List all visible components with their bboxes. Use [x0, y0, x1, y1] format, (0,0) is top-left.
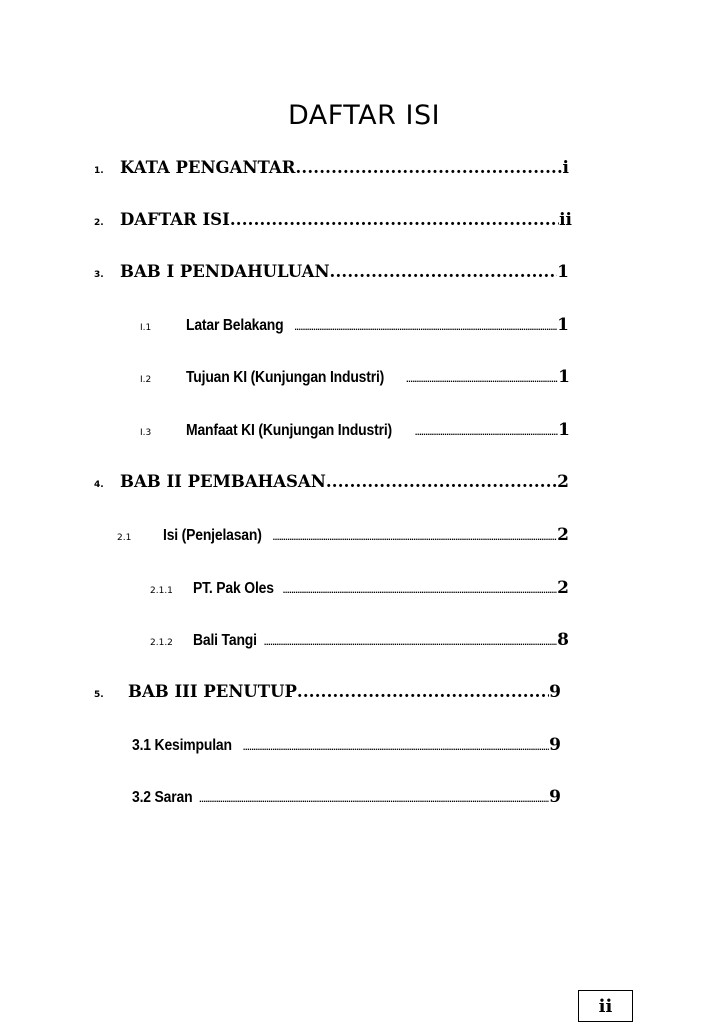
toc-entry-latar-belakang[interactable] — [140, 315, 569, 335]
toc-page: 9 — [549, 735, 561, 755]
toc-number: 3. — [94, 270, 104, 280]
toc-entry-saran[interactable] — [132, 787, 561, 807]
toc-label: DAFTAR ISI — [120, 210, 230, 229]
toc-number: I.1 — [140, 323, 152, 333]
toc-label: Manfaat KI (Kunjungan Industri) — [186, 422, 392, 439]
toc-number: I.3 — [140, 428, 152, 438]
toc-number: 2.1.1 — [150, 586, 173, 596]
toc-label: PT. Pak Oles — [193, 580, 274, 597]
toc-label: BAB II PEMBAHASAN — [120, 472, 326, 491]
toc-label: BAB III PENUTUP — [128, 682, 297, 701]
toc-leader — [406, 374, 558, 384]
toc-entry-kesimpulan[interactable] — [132, 735, 561, 755]
toc-number: 1. — [94, 166, 104, 176]
toc-entry-pt-pak-oles[interactable] — [150, 578, 569, 598]
toc-label: Isi (Penjelasan) — [163, 527, 262, 544]
toc-page: 2 — [557, 578, 569, 598]
toc-number: 5. — [94, 690, 104, 700]
toc-page: 9 — [549, 787, 561, 807]
toc-leader — [283, 585, 557, 595]
toc-leader — [415, 427, 558, 437]
toc-entry-bab-1[interactable] — [94, 262, 569, 282]
toc-page: i — [562, 158, 569, 178]
toc-page: ii — [559, 210, 572, 230]
toc-leader — [294, 322, 557, 332]
toc-number: 2.1 — [117, 533, 132, 543]
page-title: DAFTAR ISI — [287, 100, 441, 131]
page-number: ii — [598, 995, 613, 1017]
toc-number: 2.1.2 — [150, 638, 173, 648]
toc-entry-daftar-isi[interactable] — [94, 210, 572, 230]
toc-label: Latar Belakang — [186, 317, 284, 334]
toc-page: 1 — [558, 420, 570, 440]
toc-leader — [330, 262, 558, 281]
page-number-box — [578, 990, 633, 1022]
toc-entry-manfaat[interactable] — [140, 420, 570, 440]
toc-page: 1 — [557, 262, 569, 282]
toc-leader — [264, 637, 557, 647]
toc-leader — [326, 472, 557, 491]
toc-entry-isi[interactable] — [117, 525, 569, 545]
toc-leader — [297, 682, 549, 701]
toc-entry-bab-3[interactable] — [94, 682, 561, 702]
toc-label: 3.2 Saran — [132, 789, 193, 806]
toc-entry-bab-2[interactable] — [94, 472, 569, 492]
toc-label: Bali Tangi — [193, 632, 257, 649]
toc-leader — [230, 210, 559, 229]
toc-entry-tujuan[interactable] — [140, 367, 570, 387]
toc-page: 9 — [549, 682, 561, 702]
toc-page: 1 — [557, 315, 569, 335]
toc-label: 3.1 Kesimpulan — [132, 737, 232, 754]
toc-page: 2 — [557, 472, 569, 492]
toc-leader — [199, 794, 549, 804]
toc-leader — [295, 158, 562, 177]
toc-leader — [243, 742, 549, 752]
toc-number: 2. — [94, 218, 104, 228]
toc-page: 8 — [557, 630, 569, 650]
toc-page: 1 — [558, 367, 570, 387]
toc-number: I.2 — [140, 375, 152, 385]
toc-label: Tujuan KI (Kunjungan Industri) — [186, 369, 385, 386]
toc-entry-bali-tangi[interactable] — [150, 630, 569, 650]
toc-label: BAB I PENDAHULUAN — [120, 262, 330, 281]
toc-label: KATA PENGANTAR — [120, 158, 296, 177]
toc-number: 4. — [94, 480, 104, 490]
toc-entry-kata-pengantar[interactable] — [94, 158, 569, 178]
toc-page: 2 — [557, 525, 569, 545]
toc-leader — [273, 532, 558, 542]
